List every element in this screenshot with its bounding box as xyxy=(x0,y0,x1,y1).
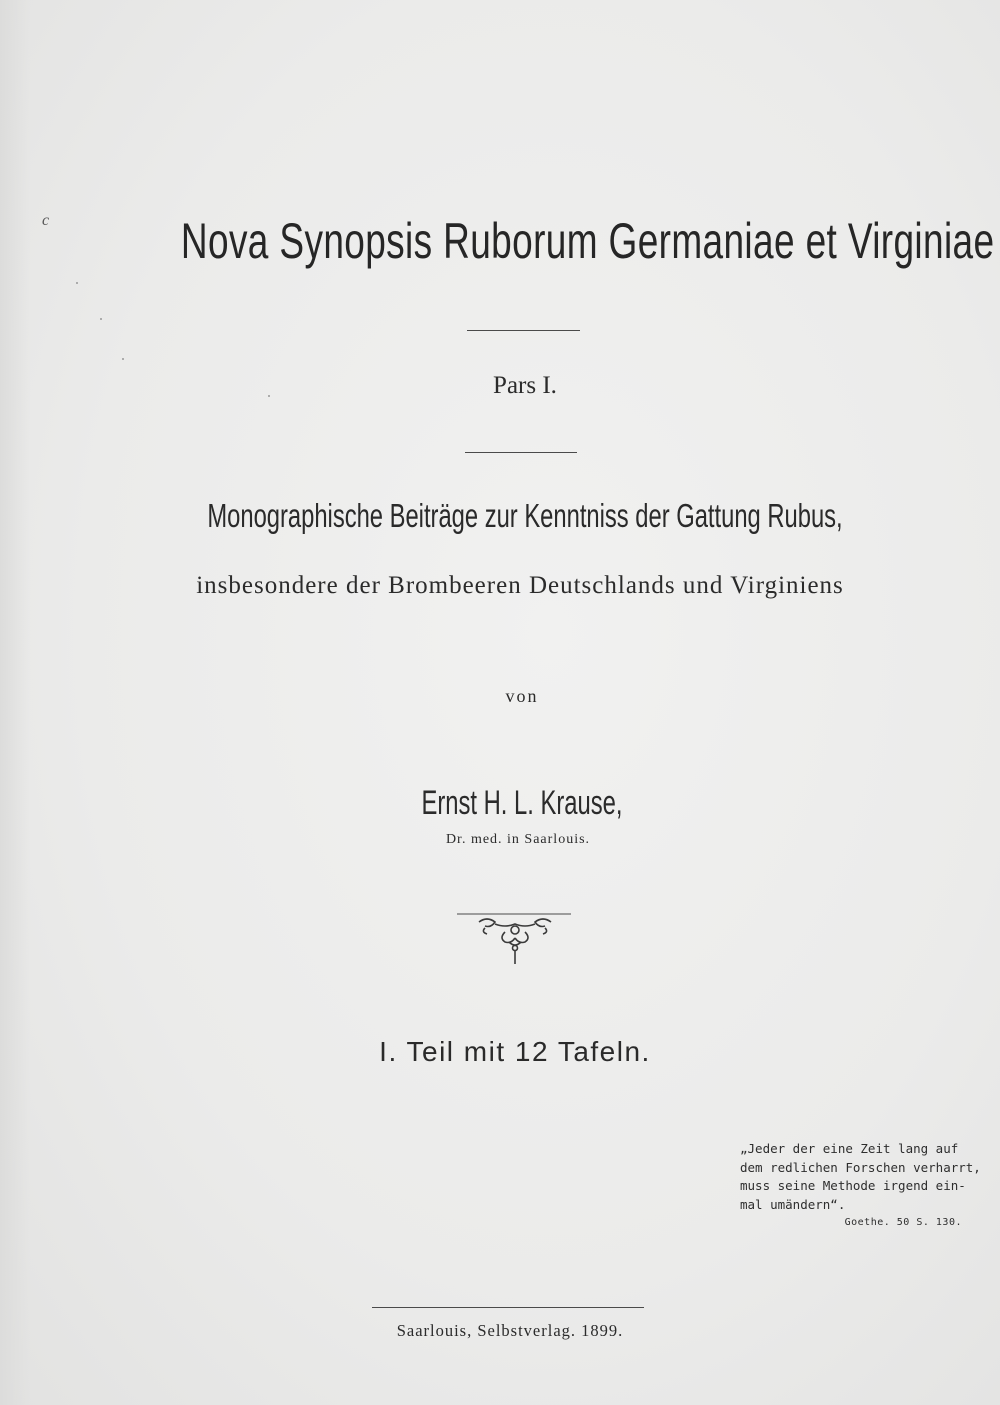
part-info: I. Teil mit 12 Tafeln. xyxy=(379,1036,651,1067)
subtitle-line-2: insbesondere der Brombeeren Deutschlands und Virginiens xyxy=(196,572,844,599)
von-label: von xyxy=(505,686,539,706)
epigraph-line: muss seine Methode irgend ein- xyxy=(740,1178,966,1193)
paper-speck xyxy=(122,358,124,360)
epigraph-line: mal umändern“. xyxy=(740,1196,846,1212)
pars-rule xyxy=(465,452,577,453)
author-name: Ernst H. L. Krause, xyxy=(421,784,623,822)
epigraph-source: Goethe. 50 S. 130. xyxy=(844,1217,962,1228)
author-affiliation: Dr. med. in Saarlouis. xyxy=(445,832,591,847)
epigraph-line: „Jeder der eine Zeit lang auf xyxy=(740,1141,959,1156)
epigraph xyxy=(740,1140,981,1233)
book-title: Nova Synopsis Ruborum Germaniae et Virginiae xyxy=(180,213,995,269)
imprint: Saarlouis, Selbstverlag. 1899. xyxy=(396,1321,624,1340)
imprint-rule xyxy=(372,1307,644,1308)
paper-speck xyxy=(76,282,78,284)
title-rule xyxy=(467,330,580,331)
epigraph-line: dem redlichen Forschen verharrt, xyxy=(740,1159,981,1175)
ornament-vignette-icon xyxy=(455,908,575,968)
corner-pencil-mark: c xyxy=(42,212,50,229)
pars-label: Pars I. xyxy=(493,372,557,399)
paper-speck xyxy=(100,318,102,320)
subtitle-line-1: Monographische Beiträge zur Kenntniss der Gattung Rubus, xyxy=(207,497,843,534)
paper-speck xyxy=(268,395,270,397)
